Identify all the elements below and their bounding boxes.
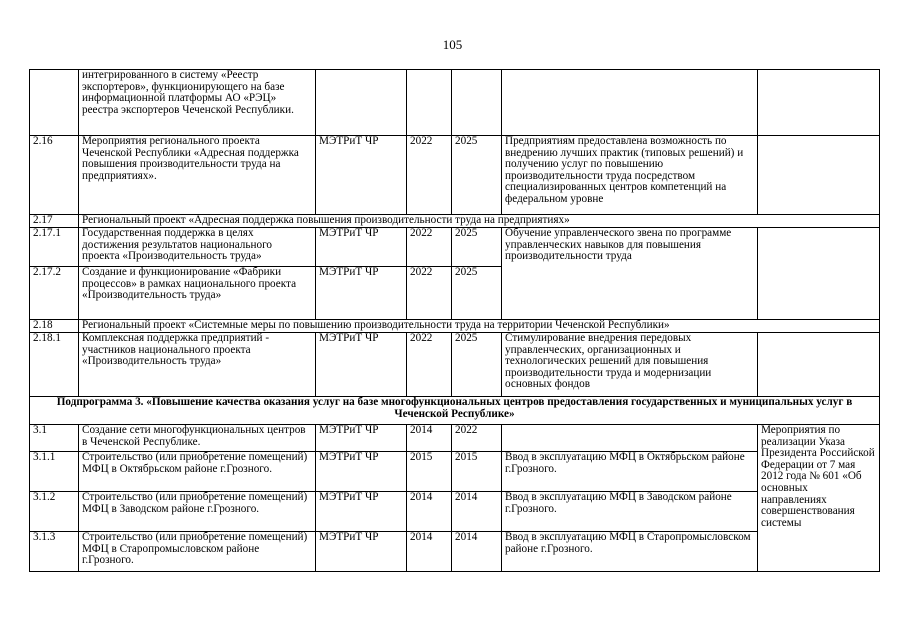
row-number: 3.1.3 bbox=[30, 532, 79, 572]
executor bbox=[316, 70, 407, 136]
end-year: 2014 bbox=[452, 532, 502, 572]
table-row bbox=[30, 397, 880, 425]
expected-result bbox=[502, 70, 758, 136]
row-number bbox=[30, 70, 79, 136]
note bbox=[758, 70, 880, 136]
executor: МЭТРиТ ЧР bbox=[316, 136, 407, 215]
start-year: 2022 bbox=[407, 228, 452, 267]
start-year: 2022 bbox=[407, 136, 452, 215]
end-year: 2025 bbox=[452, 267, 502, 320]
measure-name: Комплексная поддержка предприятий - участников национального проекта «Производительность труда» bbox=[79, 333, 316, 397]
measure-name: интегрированного в систему «Реестр экспортеров», функционирующего на базе информационной платформы АО «РЭЦ» реестра экспортеров Чеченской Республики. bbox=[79, 70, 316, 136]
row-number: 2.18 bbox=[30, 320, 79, 333]
expected-result: Ввод в эксплуатацию МФЦ в Старопромысловском районе г.Грозного. bbox=[502, 532, 758, 572]
table-row bbox=[30, 228, 880, 267]
note bbox=[758, 136, 880, 215]
expected-result: Стимулирование внедрения передовых управленческих, организационных и технологических решений для повышения производительности труда и модернизации основных фондов bbox=[502, 333, 758, 397]
row-number: 2.18.1 bbox=[30, 333, 79, 397]
end-year: 2025 bbox=[452, 333, 502, 397]
expected-result: Обучение управленческого звена по программе управленческих навыков для повышения производительности труда bbox=[502, 228, 758, 320]
start-year: 2014 bbox=[407, 492, 452, 532]
expected-result: Ввод в эксплуатацию МФЦ в Заводском районе г.Грозного. bbox=[502, 492, 758, 532]
measure-name: Создание и функционирование «Фабрики процессов» в рамках национального проекта «Производительность труда» bbox=[79, 267, 316, 320]
executor: МЭТРиТ ЧР bbox=[316, 267, 407, 320]
table-row bbox=[30, 136, 880, 215]
executor: МЭТРиТ ЧР bbox=[316, 333, 407, 397]
measure-name: Мероприятия регионального проекта Чеченской Республики «Адресная поддержка повышения производительности труда на предприятиях». bbox=[79, 136, 316, 215]
measure-name: Строительство (или приобретение помещений) МФЦ в Заводском районе г.Грозного. bbox=[79, 492, 316, 532]
executor: МЭТРиТ ЧР bbox=[316, 425, 407, 452]
row-number: 2.17 bbox=[30, 215, 79, 228]
page-number: 105 bbox=[442, 37, 463, 52]
table-row bbox=[30, 492, 880, 532]
start-year: 2014 bbox=[407, 532, 452, 572]
measure-name: Строительство (или приобретение помещений) МФЦ в Октябрьском районе г.Грозного. bbox=[79, 452, 316, 492]
executor: МЭТРиТ ЧР bbox=[316, 228, 407, 267]
end-year bbox=[452, 70, 502, 136]
end-year: 2014 bbox=[452, 492, 502, 532]
measure-name: Создание сети многофункциональных центров в Чеченской Республике. bbox=[79, 425, 316, 452]
project-title: Региональный проект «Адресная поддержка повышения производительности труда на предприятиях» bbox=[79, 215, 880, 228]
start-year bbox=[407, 70, 452, 136]
start-year: 2022 bbox=[407, 333, 452, 397]
measures-table bbox=[29, 69, 880, 572]
start-year: 2022 bbox=[407, 267, 452, 320]
table-row bbox=[30, 333, 880, 397]
project-title: Региональный проект «Системные меры по повышению производительности труда на территории Чеченской Республики» bbox=[79, 320, 880, 333]
measure-name: Строительство (или приобретение помещений) МФЦ в Старопромысловском районе г.Грозного. bbox=[79, 532, 316, 572]
end-year: 2025 bbox=[452, 136, 502, 215]
note bbox=[758, 228, 880, 320]
table-row bbox=[30, 70, 880, 136]
row-number: 3.1.1 bbox=[30, 452, 79, 492]
executor: МЭТРиТ ЧР bbox=[316, 492, 407, 532]
expected-result: Предприятиям предоставлена возможность по внедрению лучших практик (типовых решений) и получению услуг по повышению производительности труда посредством специализированных центров компетенций на федеральном уровне bbox=[502, 136, 758, 215]
table-row bbox=[30, 320, 880, 333]
table-row bbox=[30, 425, 880, 452]
measure-name: Государственная поддержка в целях достижения результатов национального проекта «Производительность труда» bbox=[79, 228, 316, 267]
executor: МЭТРиТ ЧР bbox=[316, 452, 407, 492]
end-year: 2015 bbox=[452, 452, 502, 492]
table-row bbox=[30, 452, 880, 492]
row-number: 3.1 bbox=[30, 425, 79, 452]
expected-result bbox=[502, 425, 758, 452]
row-number: 2.17.2 bbox=[30, 267, 79, 320]
start-year: 2015 bbox=[407, 452, 452, 492]
note bbox=[758, 333, 880, 397]
expected-result: Ввод в эксплуатацию МФЦ в Октябрьском районе г.Грозного. bbox=[502, 452, 758, 492]
end-year: 2022 bbox=[452, 425, 502, 452]
executor: МЭТРиТ ЧР bbox=[316, 532, 407, 572]
note: Мероприятия по реализации Указа Президента Российской Федерации от 7 мая 2012 года № 601 «Об основных направлениях совершенствования системы bbox=[758, 425, 880, 572]
table-row bbox=[30, 215, 880, 228]
table-row bbox=[30, 532, 880, 572]
end-year: 2025 bbox=[452, 228, 502, 267]
start-year: 2014 bbox=[407, 425, 452, 452]
row-number: 2.16 bbox=[30, 136, 79, 215]
subprogram-title: Подпрограмма 3. «Повышение качества оказания услуг на базе многофункциональных центров предоставления государственных и муниципальных услуг в Чеченской Республике» bbox=[30, 397, 880, 425]
row-number: 3.1.2 bbox=[30, 492, 79, 532]
row-number: 2.17.1 bbox=[30, 228, 79, 267]
